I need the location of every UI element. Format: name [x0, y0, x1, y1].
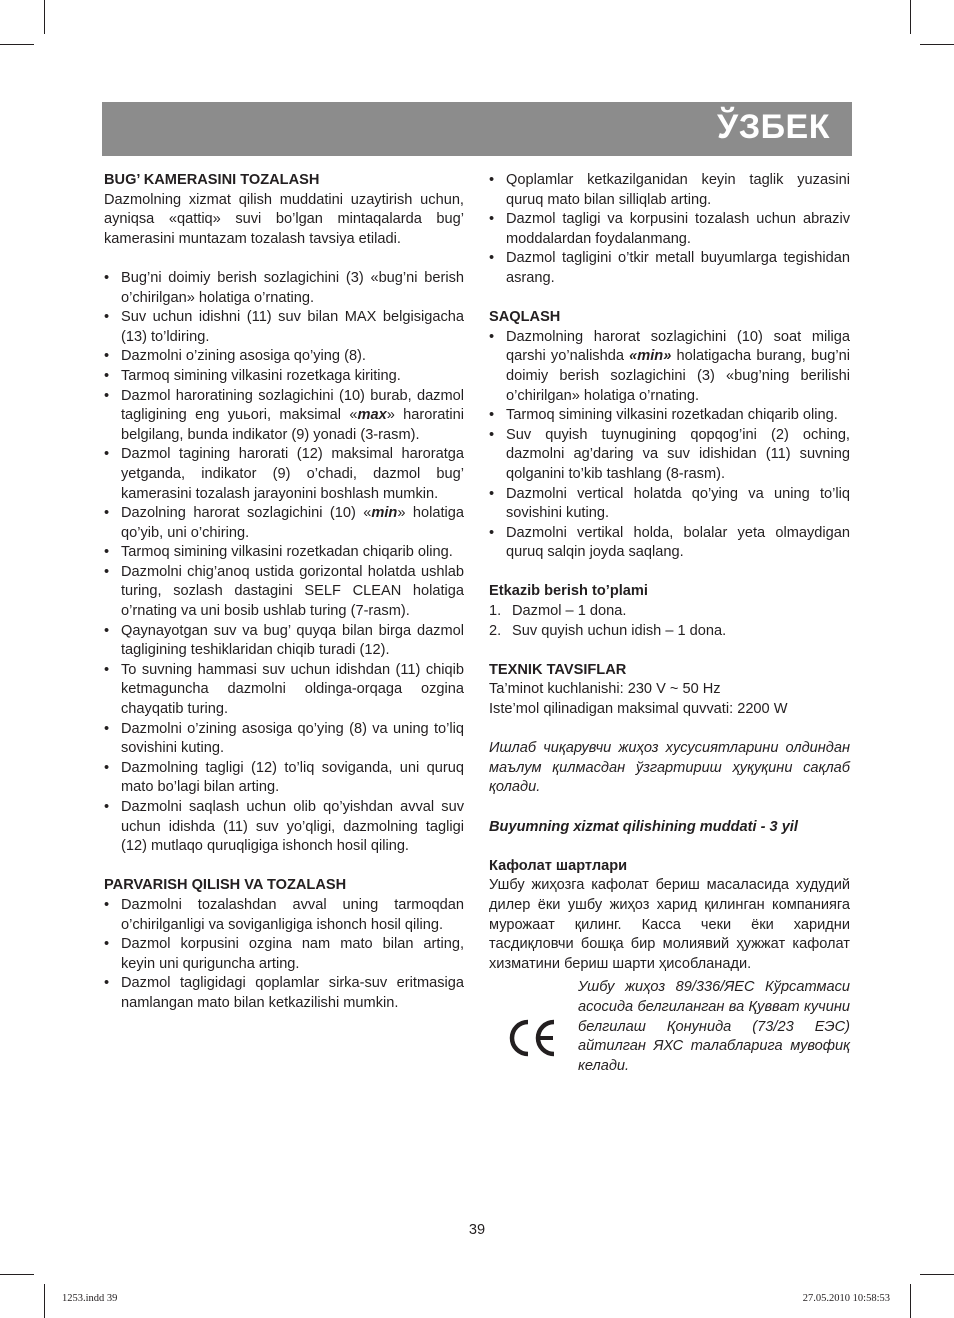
list-item: • Tarmoq simining vilkasini rozetkadan chiqarib oling. [489, 406, 850, 426]
page-title: ЎЗБЕК [717, 108, 830, 146]
section-title: Кафолат шартлари [489, 857, 628, 874]
care-list-continued [489, 171, 850, 289]
list-item: • Dazmolni o’zining asosiga qo’ying (8) va uning to’liq sovishini kuting. [104, 720, 464, 759]
section-title: BUG’ KAMERASINI TOZALASH [104, 172, 320, 188]
list-item: • Dazmolni o’zining asosiga qo’ying (8). [104, 347, 464, 367]
list-item: • Dazmol tagligi va korpusini tozalash uchun abraziv moddalardan foydalanmang. [489, 210, 850, 249]
list-item: • Dazmol tagligini o’tkir metall buyumlarga tegishidan asrang. [489, 249, 850, 288]
manufacturer-notice: Ишлаб чиқарувчи жиҳоз хусусиятларини олдиндан маълум қилмасдан ўзгартириш ҳуқуқини сақлаб қолади. [489, 740, 850, 796]
list-item: • Tarmoq simining vilkasini rozetkadan chiqarib oling. [104, 543, 464, 563]
section-title: SAQLASH [489, 309, 561, 326]
slug-date: 27.05.2010 10:58:53 [802, 1293, 890, 1304]
crop-mark [920, 1274, 954, 1275]
list-item: • Dazmolni vertical holatda qo’ying va uning to’liq sovishini kuting. [489, 485, 850, 524]
list-item: 1. Dazmol – 1 dona. [489, 603, 627, 620]
slug-file: 1253.indd 39 [62, 1293, 118, 1304]
crop-mark [920, 44, 954, 45]
paragraph: Dazmolning xizmat qilish muddatini uzaytirish uchun, ayniqsa «qattiq» suvi bo’lgan mintaqalarda bug’ kamerasini muntazam tozalash tavsiya etiladi. [104, 191, 464, 247]
spec-line: Ta’minot kuchlanishi: 230 V ~ 50 Hz [489, 681, 721, 698]
spec-line: Iste’mol qilinadigan maksimal quvvati: 2200 W [489, 701, 788, 718]
section-title: PARVARISH QILISH VA TOZALASH [104, 877, 347, 894]
list-item: • Dazmolning tagligi (12) to’liq soviganda, uni quruq mato bo’lagi bilan arting. [104, 759, 464, 798]
warranty-text: Ушбу жиҳозга кафолат бериш масаласида худудий дилер ёки ушбу жиҳоз харид қилинган компанияга мурожаат қилинг. Касса чеки ёки харидни тасдиқловчи бошқа бир молиявий ҳужжат кафолат хизматини бериш шарти ҳисобланади. [489, 877, 850, 972]
crop-mark [910, 1284, 911, 1318]
list-item: • Dazmolni saqlash uchun olib qo’yishdan avval suv uchun idishda (11) suv yo’qligi, dazmolning tagligi (12) mutlaqo quruqligiga ishonch hosil qiling. [104, 798, 464, 857]
list-item: • Dazolning harorat sozlagichini (10) «min» holatiga qo’yib, uni o’chiring. [104, 504, 464, 543]
list-item: • Suv uchun idishni (11) suv bilan MAX belgisigacha (13) to’ldiring. [104, 308, 464, 347]
list-item: • Dazmolni vertikal holda, bolalar yeta olmaydigan quruq salqin joyda saqlang. [489, 524, 850, 563]
crop-mark [44, 1284, 45, 1318]
list-item: • Dazmolning harorat sozlagichini (10) soat miliga qarshi yo’nalishda «min» holatigacha burang, bug’ni doimiy berish sozlagichini (3) «bug’ning berilishi o’chirilgan» holatiga o’rnating. [489, 328, 850, 406]
list-item: • Suv quyish tuynugining qopqog’ini (2) oching, dazmolni ag’daring va suv idishidan (11) suvning qolganini to’kib tashlang (8-rasm). [489, 426, 850, 485]
crop-mark [0, 1274, 34, 1275]
language-banner [102, 102, 852, 156]
list-item: • Tarmoq simining vilkasini rozetkaga kiriting. [104, 367, 464, 387]
list-item: • Dazmolni tozalashdan avval uning tarmoqdan o’chirilganligi va soviganligiga ishonch hosil qiling. [104, 896, 464, 935]
ce-compliance-text: Ушбу жиҳоз 89/336/ЯЕС Кўрсатмаси асосида белгиланган ва Қувват кучини белгилаш Қонунида (73/23 ЕЭС) айтилган ЯХС талабларига мувофиқ келади. [578, 979, 850, 1074]
ce-mark-icon [507, 1018, 559, 1058]
list-item: 2. Suv quyish uchun idish – 1 dona. [489, 622, 727, 639]
left-column [104, 171, 464, 1014]
section-title: Etkazib berish to’plami [489, 583, 648, 600]
page-number: 39 [468, 1222, 486, 1238]
crop-mark [910, 0, 911, 34]
list-item: • To suvning hammasi suv uchun idishdan (11) chiqib ketmaguncha dazmolni oldinga-orqaga ozgina chayqatib turing. [104, 661, 464, 720]
list-item: • Dazmol tagligidagi qoplamlar sirka-suv eritmasiga namlangan mato bilan ketkazilishi mumkin. [104, 974, 464, 1013]
list-item: • Dazmol haroratining sozlagichini (10) burab, dazmol tagligining eng yuьori, maksimal «max» haroratini belgilang, bunda indikator (9) yonadi (3-rasm). [104, 387, 464, 446]
section-title: TEXNIK TAVSIFLAR [489, 661, 627, 678]
crop-mark [0, 44, 34, 45]
list-item: • Dazmol korpusini ozgina nam mato bilan arting, keyin uni qurigunchа arting. [104, 935, 464, 974]
steam-cleaning-list [104, 269, 464, 857]
list-item: • Qoplamlar ketkazilganidan keyin taglik yuzasini quruq mato bilan silliqlab arting. [489, 171, 850, 210]
list-item: • Dazmol tagining harorati (12) maksimal haroratga yetganda, indikator (9) o’chadi, dazmol bug’ kamerasini tozalash jarayonini boshlash mumkin. [104, 445, 464, 504]
right-column [489, 171, 850, 1088]
service-life: Buyumning xizmat qilishining muddati - 3 yil [489, 818, 798, 835]
crop-mark [44, 0, 45, 34]
list-item: • Qaynayotgan suv va bug’ quyqa bilan birga dazmol tagligining teshiklaridan chiqib turadi (12). [104, 622, 464, 661]
storage-list [489, 328, 850, 563]
ce-block [489, 978, 850, 1088]
list-item: • Dazmolni chig’anoq ustida gorizontal holatda ushlab turing, sozlash dastagini SELF CLEAN holatiga o’rnating va uni bosib ushlab turing (7-rasm). [104, 563, 464, 622]
care-list [104, 896, 464, 1014]
list-item: • Bug’ni doimiy berish sozlagichini (3) «bug’ni berish o’chirilgan» holatiga o’rnating. [104, 269, 464, 308]
package-list [489, 602, 850, 641]
